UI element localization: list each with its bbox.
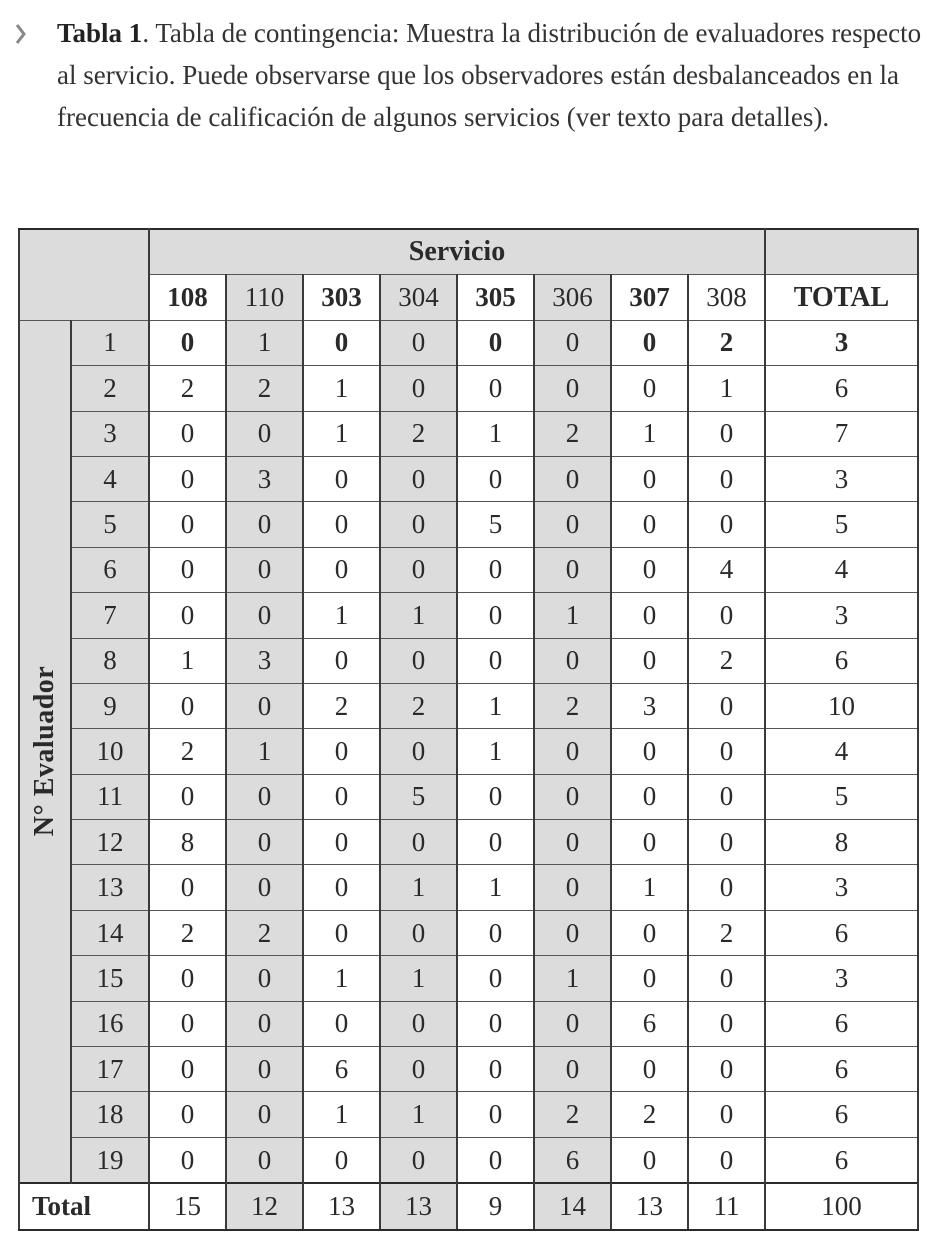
table-cell: 0 <box>303 910 380 955</box>
table-cell: 0 <box>226 1001 303 1046</box>
table-cell: 0 <box>611 774 688 819</box>
table-cell: 8 <box>149 820 226 865</box>
table-row <box>19 1001 918 1046</box>
table-cell: 0 <box>457 547 534 592</box>
table-cell: 0 <box>303 820 380 865</box>
table-cell: 2 <box>149 910 226 955</box>
row-total: 3 <box>765 865 918 910</box>
table-cell: 1 <box>303 366 380 411</box>
table-cell: 0 <box>226 411 303 456</box>
table-row <box>19 411 918 456</box>
table-row <box>19 956 918 1001</box>
row-total: 10 <box>765 683 918 728</box>
table-cell: 0 <box>226 956 303 1001</box>
column-total: 9 <box>457 1183 534 1229</box>
evaluator-id: 7 <box>71 593 149 638</box>
table-cell: 0 <box>688 593 765 638</box>
total-row-label: Total <box>19 1183 149 1229</box>
table-cell: 0 <box>226 1137 303 1183</box>
table-cell: 0 <box>688 683 765 728</box>
table-cell: 0 <box>149 593 226 638</box>
table-cell: 1 <box>457 729 534 774</box>
column-header: 303 <box>303 275 380 320</box>
table-cell: 0 <box>303 502 380 547</box>
table-row <box>19 547 918 592</box>
table-cell: 0 <box>534 820 611 865</box>
table-cell: 0 <box>226 774 303 819</box>
table-cell: 2 <box>226 366 303 411</box>
row-total: 6 <box>765 638 918 683</box>
table-row <box>19 774 918 819</box>
table-row <box>19 366 918 411</box>
table-cell: 0 <box>611 593 688 638</box>
row-total: 6 <box>765 910 918 955</box>
table-cell: 0 <box>688 1001 765 1046</box>
table-cell: 0 <box>380 366 457 411</box>
table-cell: 0 <box>380 638 457 683</box>
row-total: 7 <box>765 411 918 456</box>
evaluator-id: 11 <box>71 774 149 819</box>
table-cell: 2 <box>380 683 457 728</box>
table-row <box>19 910 918 955</box>
table-row <box>19 456 918 501</box>
row-total: 6 <box>765 1001 918 1046</box>
table-cell: 0 <box>534 320 611 365</box>
column-total: 15 <box>149 1183 226 1229</box>
caption-text: . Tabla de contingencia: Muestra la distribución de evaluadores respecto al servicio. Puede observarse que los observadores están desbalanceados en la frecuencia de calificación de algunos servicios (ver texto para detalles). <box>57 18 922 132</box>
table-cell: 0 <box>457 820 534 865</box>
table-cell: 0 <box>149 456 226 501</box>
table-cell: 2 <box>149 366 226 411</box>
table-cell: 0 <box>534 638 611 683</box>
table-cell: 1 <box>226 729 303 774</box>
table-cell: 0 <box>149 320 226 365</box>
table-cell: 0 <box>534 366 611 411</box>
group-header-servicio: Servicio <box>149 229 765 275</box>
table-row <box>19 1047 918 1092</box>
table-cell: 0 <box>688 956 765 1001</box>
table-cell: 1 <box>380 865 457 910</box>
table-cell: 0 <box>226 502 303 547</box>
table-cell: 0 <box>611 638 688 683</box>
table-row <box>19 820 918 865</box>
row-total: 6 <box>765 366 918 411</box>
table-cell: 0 <box>303 1137 380 1183</box>
table-cell: 0 <box>688 1092 765 1137</box>
column-header: 307 <box>611 275 688 320</box>
table-cell: 0 <box>534 1047 611 1092</box>
table-cell: 1 <box>303 1092 380 1137</box>
table-cell: 2 <box>534 1092 611 1137</box>
table-cell: 0 <box>149 1137 226 1183</box>
table-cell: 0 <box>457 956 534 1001</box>
table-cell: 0 <box>688 1137 765 1183</box>
evaluator-id: 1 <box>71 320 149 365</box>
table-cell: 5 <box>380 774 457 819</box>
row-total: 3 <box>765 956 918 1001</box>
evaluator-id: 15 <box>71 956 149 1001</box>
table-cell: 0 <box>303 865 380 910</box>
table-cell: 0 <box>611 729 688 774</box>
table-cell: 0 <box>688 1047 765 1092</box>
table-row <box>19 1092 918 1137</box>
contingency-table <box>18 228 919 1231</box>
table-cell: 2 <box>303 683 380 728</box>
table-cell: 0 <box>380 547 457 592</box>
table-cell: 1 <box>611 865 688 910</box>
table-cell: 0 <box>226 593 303 638</box>
table-cell: 4 <box>688 547 765 592</box>
row-total: 5 <box>765 774 918 819</box>
table-cell: 0 <box>611 547 688 592</box>
table-cell: 0 <box>611 1137 688 1183</box>
table-cell: 0 <box>688 729 765 774</box>
evaluator-id: 3 <box>71 411 149 456</box>
table-row <box>19 729 918 774</box>
row-total: 4 <box>765 729 918 774</box>
table-cell: 0 <box>380 320 457 365</box>
evaluator-id: 13 <box>71 865 149 910</box>
table-cell: 0 <box>457 366 534 411</box>
table-cell: 0 <box>380 456 457 501</box>
table-cell: 0 <box>149 411 226 456</box>
table-cell: 0 <box>380 910 457 955</box>
evaluator-id: 14 <box>71 910 149 955</box>
table-cell: 0 <box>457 320 534 365</box>
table-cell: 6 <box>611 1001 688 1046</box>
table-cell: 0 <box>149 774 226 819</box>
column-total: 13 <box>303 1183 380 1229</box>
column-header: 110 <box>226 275 303 320</box>
total-column-header: TOTAL <box>765 275 918 320</box>
caption-bullet-icon <box>16 24 26 44</box>
table-cell: 1 <box>457 683 534 728</box>
table-cell: 0 <box>688 456 765 501</box>
table-cell: 6 <box>534 1137 611 1183</box>
table-cell: 1 <box>457 411 534 456</box>
table-cell: 0 <box>534 729 611 774</box>
table-cell: 0 <box>534 865 611 910</box>
table-row <box>19 865 918 910</box>
table-cell: 1 <box>149 638 226 683</box>
table-cell: 3 <box>226 456 303 501</box>
table-cell: 0 <box>534 547 611 592</box>
table-cell: 0 <box>303 638 380 683</box>
table-cell: 0 <box>534 774 611 819</box>
table-cell: 6 <box>303 1047 380 1092</box>
evaluator-id: 4 <box>71 456 149 501</box>
table-cell: 0 <box>226 1047 303 1092</box>
table-cell: 0 <box>226 683 303 728</box>
table-caption <box>57 12 927 138</box>
table-row <box>19 638 918 683</box>
table-cell: 3 <box>611 683 688 728</box>
column-total: 13 <box>611 1183 688 1229</box>
row-total: 3 <box>765 593 918 638</box>
table-cell: 0 <box>611 1047 688 1092</box>
evaluator-id: 17 <box>71 1047 149 1092</box>
column-total: 12 <box>226 1183 303 1229</box>
row-total: 8 <box>765 820 918 865</box>
table-cell: 1 <box>380 593 457 638</box>
table-cell: 1 <box>534 593 611 638</box>
table-cell: 0 <box>226 1092 303 1137</box>
table-cell: 0 <box>534 910 611 955</box>
table-cell: 0 <box>457 1001 534 1046</box>
evaluator-id: 12 <box>71 820 149 865</box>
table-cell: 0 <box>611 956 688 1001</box>
table-cell: 2 <box>380 411 457 456</box>
column-header: 308 <box>688 275 765 320</box>
table-row <box>19 502 918 547</box>
table-cell: 0 <box>149 1092 226 1137</box>
table-cell: 0 <box>226 547 303 592</box>
table-cell: 2 <box>688 910 765 955</box>
table-cell: 2 <box>149 729 226 774</box>
caption-label: Tabla 1 <box>57 18 143 48</box>
row-total: 3 <box>765 456 918 501</box>
table-cell: 0 <box>303 774 380 819</box>
table-cell: 0 <box>611 320 688 365</box>
table-cell: 0 <box>611 502 688 547</box>
table-cell: 0 <box>457 774 534 819</box>
column-header: 305 <box>457 275 534 320</box>
table-cell: 0 <box>149 1001 226 1046</box>
evaluator-id: 10 <box>71 729 149 774</box>
table-cell: 0 <box>303 1001 380 1046</box>
table-cell: 0 <box>380 1047 457 1092</box>
table-row <box>19 320 918 365</box>
table-cell: 0 <box>534 456 611 501</box>
table-row <box>19 683 918 728</box>
table-cell: 2 <box>611 1092 688 1137</box>
row-axis-label-cell <box>19 320 71 1183</box>
table-cell: 0 <box>688 502 765 547</box>
table-cell: 0 <box>688 411 765 456</box>
column-total: 13 <box>380 1183 457 1229</box>
table-cell: 0 <box>149 865 226 910</box>
evaluator-id: 19 <box>71 1137 149 1183</box>
evaluator-id: 9 <box>71 683 149 728</box>
table-cell: 0 <box>457 910 534 955</box>
row-total: 3 <box>765 320 918 365</box>
column-header: 304 <box>380 275 457 320</box>
table-cell: 0 <box>303 547 380 592</box>
table-cell: 1 <box>534 956 611 1001</box>
table-cell: 2 <box>226 910 303 955</box>
table-row <box>19 1137 918 1183</box>
table-cell: 1 <box>611 411 688 456</box>
table-cell: 0 <box>149 683 226 728</box>
table-cell: 0 <box>149 502 226 547</box>
corner-cell <box>19 229 149 320</box>
row-total: 6 <box>765 1047 918 1092</box>
table-cell: 0 <box>226 865 303 910</box>
table-cell: 0 <box>380 1001 457 1046</box>
table-cell: 0 <box>457 638 534 683</box>
evaluator-id: 5 <box>71 502 149 547</box>
table-cell: 0 <box>611 910 688 955</box>
table-cell: 0 <box>688 774 765 819</box>
table-cell: 1 <box>303 956 380 1001</box>
evaluator-id: 16 <box>71 1001 149 1046</box>
table-cell: 0 <box>303 729 380 774</box>
row-axis-label: N° Evaluador <box>29 666 60 837</box>
column-header: 108 <box>149 275 226 320</box>
header-row-columns <box>19 275 918 320</box>
table-cell: 0 <box>457 1092 534 1137</box>
table-cell: 0 <box>149 1047 226 1092</box>
row-total: 5 <box>765 502 918 547</box>
table-cell: 2 <box>688 320 765 365</box>
evaluator-id: 6 <box>71 547 149 592</box>
table-row <box>19 593 918 638</box>
table-cell: 0 <box>380 502 457 547</box>
table-cell: 1 <box>380 1092 457 1137</box>
table-cell: 1 <box>457 865 534 910</box>
column-total: 11 <box>688 1183 765 1229</box>
table-cell: 1 <box>303 593 380 638</box>
evaluator-id: 18 <box>71 1092 149 1137</box>
row-total: 6 <box>765 1092 918 1137</box>
table-cell: 0 <box>149 956 226 1001</box>
table-cell: 0 <box>303 320 380 365</box>
column-total: 14 <box>534 1183 611 1229</box>
row-total: 4 <box>765 547 918 592</box>
table-cell: 5 <box>457 502 534 547</box>
total-row <box>19 1183 918 1229</box>
grand-total: 100 <box>765 1183 918 1229</box>
table-cell: 2 <box>688 638 765 683</box>
table-cell: 2 <box>534 411 611 456</box>
column-header: 306 <box>534 275 611 320</box>
table-cell: 0 <box>457 593 534 638</box>
table-cell: 0 <box>457 1047 534 1092</box>
table-cell: 0 <box>688 820 765 865</box>
table-cell: 0 <box>226 820 303 865</box>
table-cell: 0 <box>534 1001 611 1046</box>
table-cell: 0 <box>457 456 534 501</box>
total-header-spacer <box>765 229 918 275</box>
evaluator-id: 2 <box>71 366 149 411</box>
table-cell: 0 <box>688 865 765 910</box>
table-cell: 1 <box>380 956 457 1001</box>
table-cell: 0 <box>611 820 688 865</box>
table-cell: 1 <box>226 320 303 365</box>
table-cell: 3 <box>226 638 303 683</box>
evaluator-id: 8 <box>71 638 149 683</box>
table-cell: 0 <box>534 502 611 547</box>
row-total: 6 <box>765 1137 918 1183</box>
table-cell: 0 <box>380 729 457 774</box>
table-cell: 1 <box>688 366 765 411</box>
table-cell: 0 <box>380 820 457 865</box>
table-cell: 0 <box>611 366 688 411</box>
table-cell: 0 <box>380 1137 457 1183</box>
table-cell: 0 <box>303 456 380 501</box>
table-cell: 2 <box>534 683 611 728</box>
table-cell: 0 <box>149 547 226 592</box>
header-row-group <box>19 229 918 275</box>
table-cell: 0 <box>457 1137 534 1183</box>
table-cell: 0 <box>611 456 688 501</box>
table-cell: 1 <box>303 411 380 456</box>
